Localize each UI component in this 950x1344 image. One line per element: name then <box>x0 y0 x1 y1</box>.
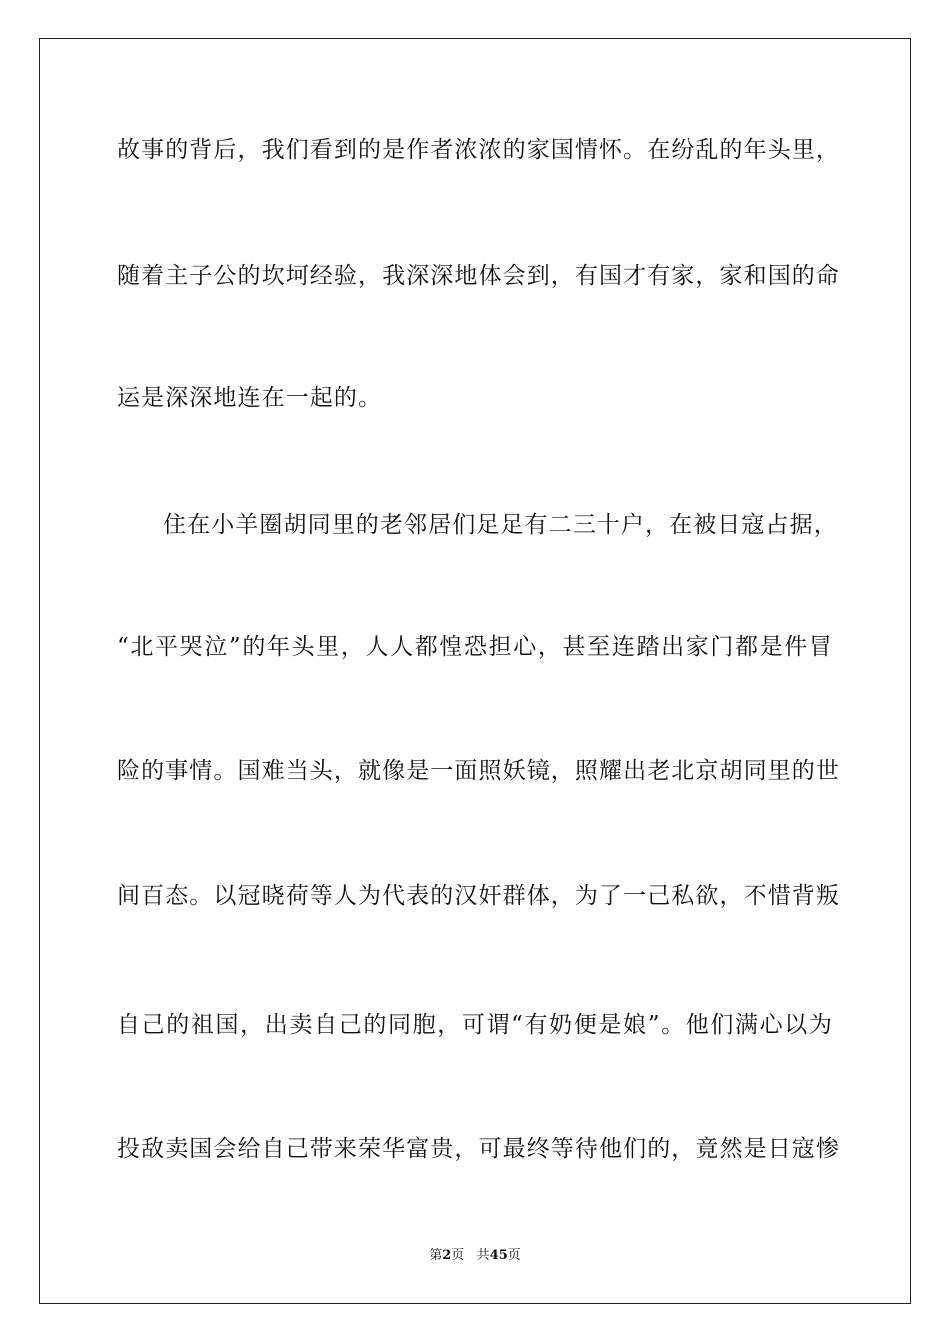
page-suffix: 页 <box>451 1248 465 1263</box>
paragraph-2-line-4: 间百态。以冠晓荷等人为代表的汉奸群体，为了一己私欲，不惜背叛 <box>117 883 840 909</box>
total-pages: 45 <box>489 1248 508 1263</box>
paragraph-2-line-5: 自己的祖国，出卖自己的同胞，可谓“有奶便是娘”。他们满心以为 <box>117 1012 833 1038</box>
page-border <box>39 38 911 1304</box>
paragraph-1-line-3: 运是深深地连在一起的。 <box>117 385 383 411</box>
paragraph-2-line-1: 住在小羊圈胡同里的老邻居们足足有二三十户，在被日寇占据， <box>163 512 838 538</box>
page-prefix: 第 <box>429 1248 443 1263</box>
paragraph-1-line-2: 随着主子公的坎坷经验，我深深地体会到，有国才有家，家和国的命 <box>117 263 840 289</box>
paragraph-2-line-2: “北平哭泣”的年头里，人人都惶恐担心，甚至连踏出家门都是件冒 <box>117 634 833 660</box>
paragraph-2-line-3: 险的事情。国难当头，就像是一面照妖镜，照耀出老北京胡同里的世 <box>117 758 840 784</box>
total-prefix: 共 <box>476 1248 490 1263</box>
total-suffix: 页 <box>507 1248 521 1263</box>
page-footer <box>0 1248 950 1264</box>
paragraph-2-line-6: 投敌卖国会给自己带来荣华富贵，可最终等待他们的，竟然是日寇惨 <box>117 1136 840 1162</box>
page-number: 2 <box>442 1248 452 1263</box>
paragraph-1-line-1: 故事的背后，我们看到的是作者浓浓的家国情怀。在纷乱的年头里， <box>117 137 840 163</box>
